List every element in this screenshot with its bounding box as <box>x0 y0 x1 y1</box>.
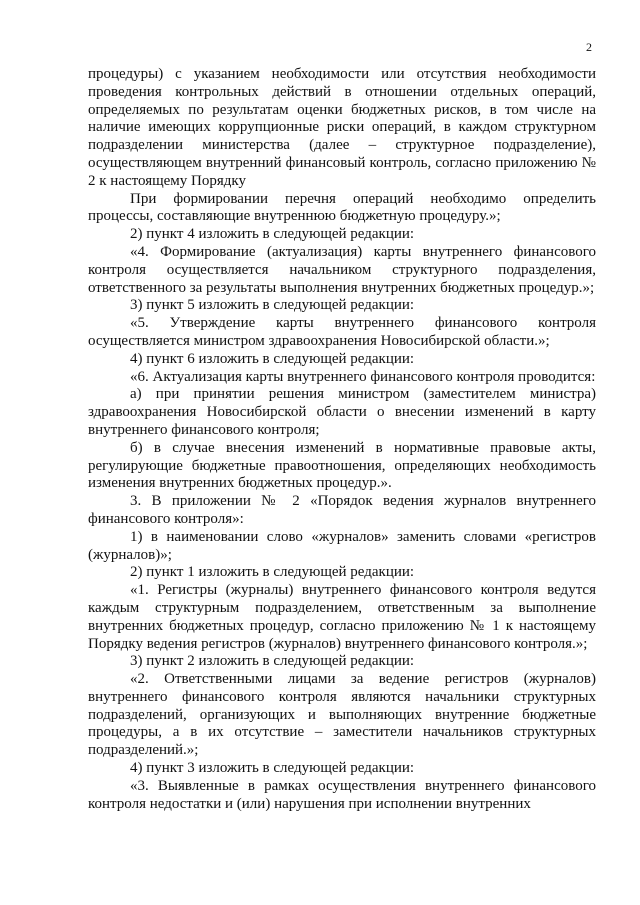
paragraph: «4. Формирование (актуализация) карты внутреннего финансового контроля осуществляется начальником структурного подразделения, ответственного за результаты выполнения внутренних бюджетных процедур.»; <box>88 243 596 296</box>
paragraph: 4) пункт 6 изложить в следующей редакции: <box>130 350 415 367</box>
document-body <box>88 66 596 813</box>
paragraph: 3. В приложении № 2 «Порядок ведения журналов внутреннего финансового контроля»: <box>88 493 596 527</box>
paragraph: 4) пункт 3 изложить в следующей редакции: <box>130 760 415 777</box>
paragraph: «1. Регистры (журналы) внутреннего финансового контроля ведутся каждым структурным подразделением, ответственным за выполнение внутренних бюджетных процедур, согласно приложению № 1 к настоящему Порядку ведения регистров (журналов) внутреннего финансового контроля.»; <box>88 582 596 652</box>
paragraph: 3) пункт 2 изложить в следующей редакции: <box>130 653 415 670</box>
paragraph: б) в случае внесения изменений в нормативные правовые акты, регулирующие бюджетные правоотношения, определяющих необходимость изменения внутренних бюджетных процедур.». <box>88 439 596 492</box>
paragraph: процедуры) с указанием необходимости или отсутствия необходимости проведения контрольных действий в отношении отдельных операций, определяемых по результатам оценки бюджетных рисков, в том числе на наличие имеющих коррупционные риски операций, в каждом структурном подразделении министерства (далее – структурное подразделение), осуществляющем внутренний финансовый контроль, согласно приложению № 2 к настоящему Порядку <box>88 66 596 189</box>
paragraph: 1) в наименовании слово «журналов» заменить словами «регистров (журналов)»; <box>88 528 596 563</box>
paragraph: «3. Выявленные в рамках осуществления внутреннего финансового контроля недостатки и (или) нарушения при исполнении внутренних <box>88 777 596 812</box>
paragraph: 3) пункт 5 изложить в следующей редакции: <box>130 297 415 314</box>
paragraph: «5. Утверждение карты внутреннего финансового контроля осуществляется министром здравоохранения Новосибирской области.»; <box>88 315 596 349</box>
paragraph: При формировании перечня операций необходимо определить процессы, составляющие внутреннюю бюджетную процедуру.»; <box>88 190 596 225</box>
paragraph: «6. Актуализация карты внутреннего финансового контроля проводится: <box>130 368 596 385</box>
paragraph: 2) пункт 1 изложить в следующей редакции: <box>130 564 415 581</box>
paragraph: а) при принятии решения министром (заместителем министра) здравоохранения Новосибирской области о внесении изменений в карту внутреннего финансового контроля; <box>88 386 596 438</box>
page-number: 2 <box>586 40 592 54</box>
paragraph: «2. Ответственными лицами за ведение регистров (журналов) внутреннего финансового контроля являются начальники структурных подразделений, организующих и выполняющих внутренние бюджетные процедуры, а в их отсутствие – заместители начальников структурных подразделений.»; <box>88 671 596 759</box>
paragraph: 2) пункт 4 изложить в следующей редакции: <box>130 226 415 243</box>
